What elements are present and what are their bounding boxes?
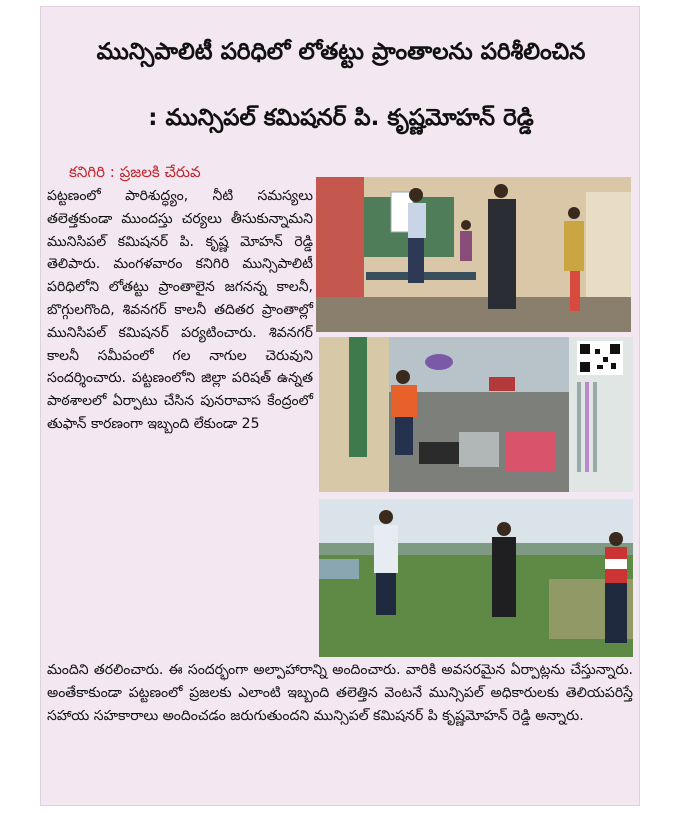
headline-line-2: : మున్సిపల్ కమిషనర్ పి. కృష్ణమోహన్ రెడ్డి xyxy=(148,105,534,131)
photo-drain-inspection xyxy=(319,337,633,492)
photo-relief-centre xyxy=(316,177,631,332)
news-clipping xyxy=(40,6,640,806)
photo-tank-visit xyxy=(319,499,633,657)
article-body-full-width: మందిని తరలించారు. ఈ సందర్భంగా అల్పాహారాన్ని అందించారు. వారికి అవసరమైన ఏర్పాట్లను చేస్తున్నారు. అంతేకాకుండా పట్టణంలో ప్రజలకు ఎలాంటి ఇబ్బంది తలెత్తిన వెంటనే మున్సిపల్ అధికారులకు తెలియపరిస్తే సహాయ సహకారాలు అందించడం జరుగుతుందని మున్సిపల్ కమిషనర్ పి కృష్ణమోహన్ రెడ్డి అన్నారు. xyxy=(47,662,633,724)
article-body-column: పట్టణంలో పారిశుద్ధ్యం, నీటి సమస్యలు తలెత్తకుండా ముందస్తు చర్యలు తీసుకున్నామని మునిసిపల్ కమిషనర్ పి. కృష్ణ మోహన్ రెడ్డి తెలిపారు. మంగళవారం కనిగిరి మున్సిపాలిటీ పరిధిలోని లోతట్టు ప్రాంతాలైన జగనన్న కాలనీ, బొగ్గులగొంది, శివనగర్ కాలనీ తదితర ప్రాంతాల్లో మునిసిపల్ కమిషనర్ పర్యటించారు. శివనగర్ కాలనీ సమీపంలో గల నాగుల చెరువుని సందర్శించారు. పట్టణంలోని జిల్లా పరిషత్ ఉన్నత పాఠశాలలో ఏర్పాటు చేసిన పునరావాస కేంద్రంలో తుఫాన్ కారణంగా ఇబ్బంది లేకుండా 25 xyxy=(47,188,313,432)
dateline: కనిగిరి : ప్రజలకి చేరువ xyxy=(69,163,201,181)
headline-line-1: మున్సిపాలిటీ పరిధిలో లోతట్టు ప్రాంతాలను పరిశీలించిన xyxy=(96,39,586,65)
